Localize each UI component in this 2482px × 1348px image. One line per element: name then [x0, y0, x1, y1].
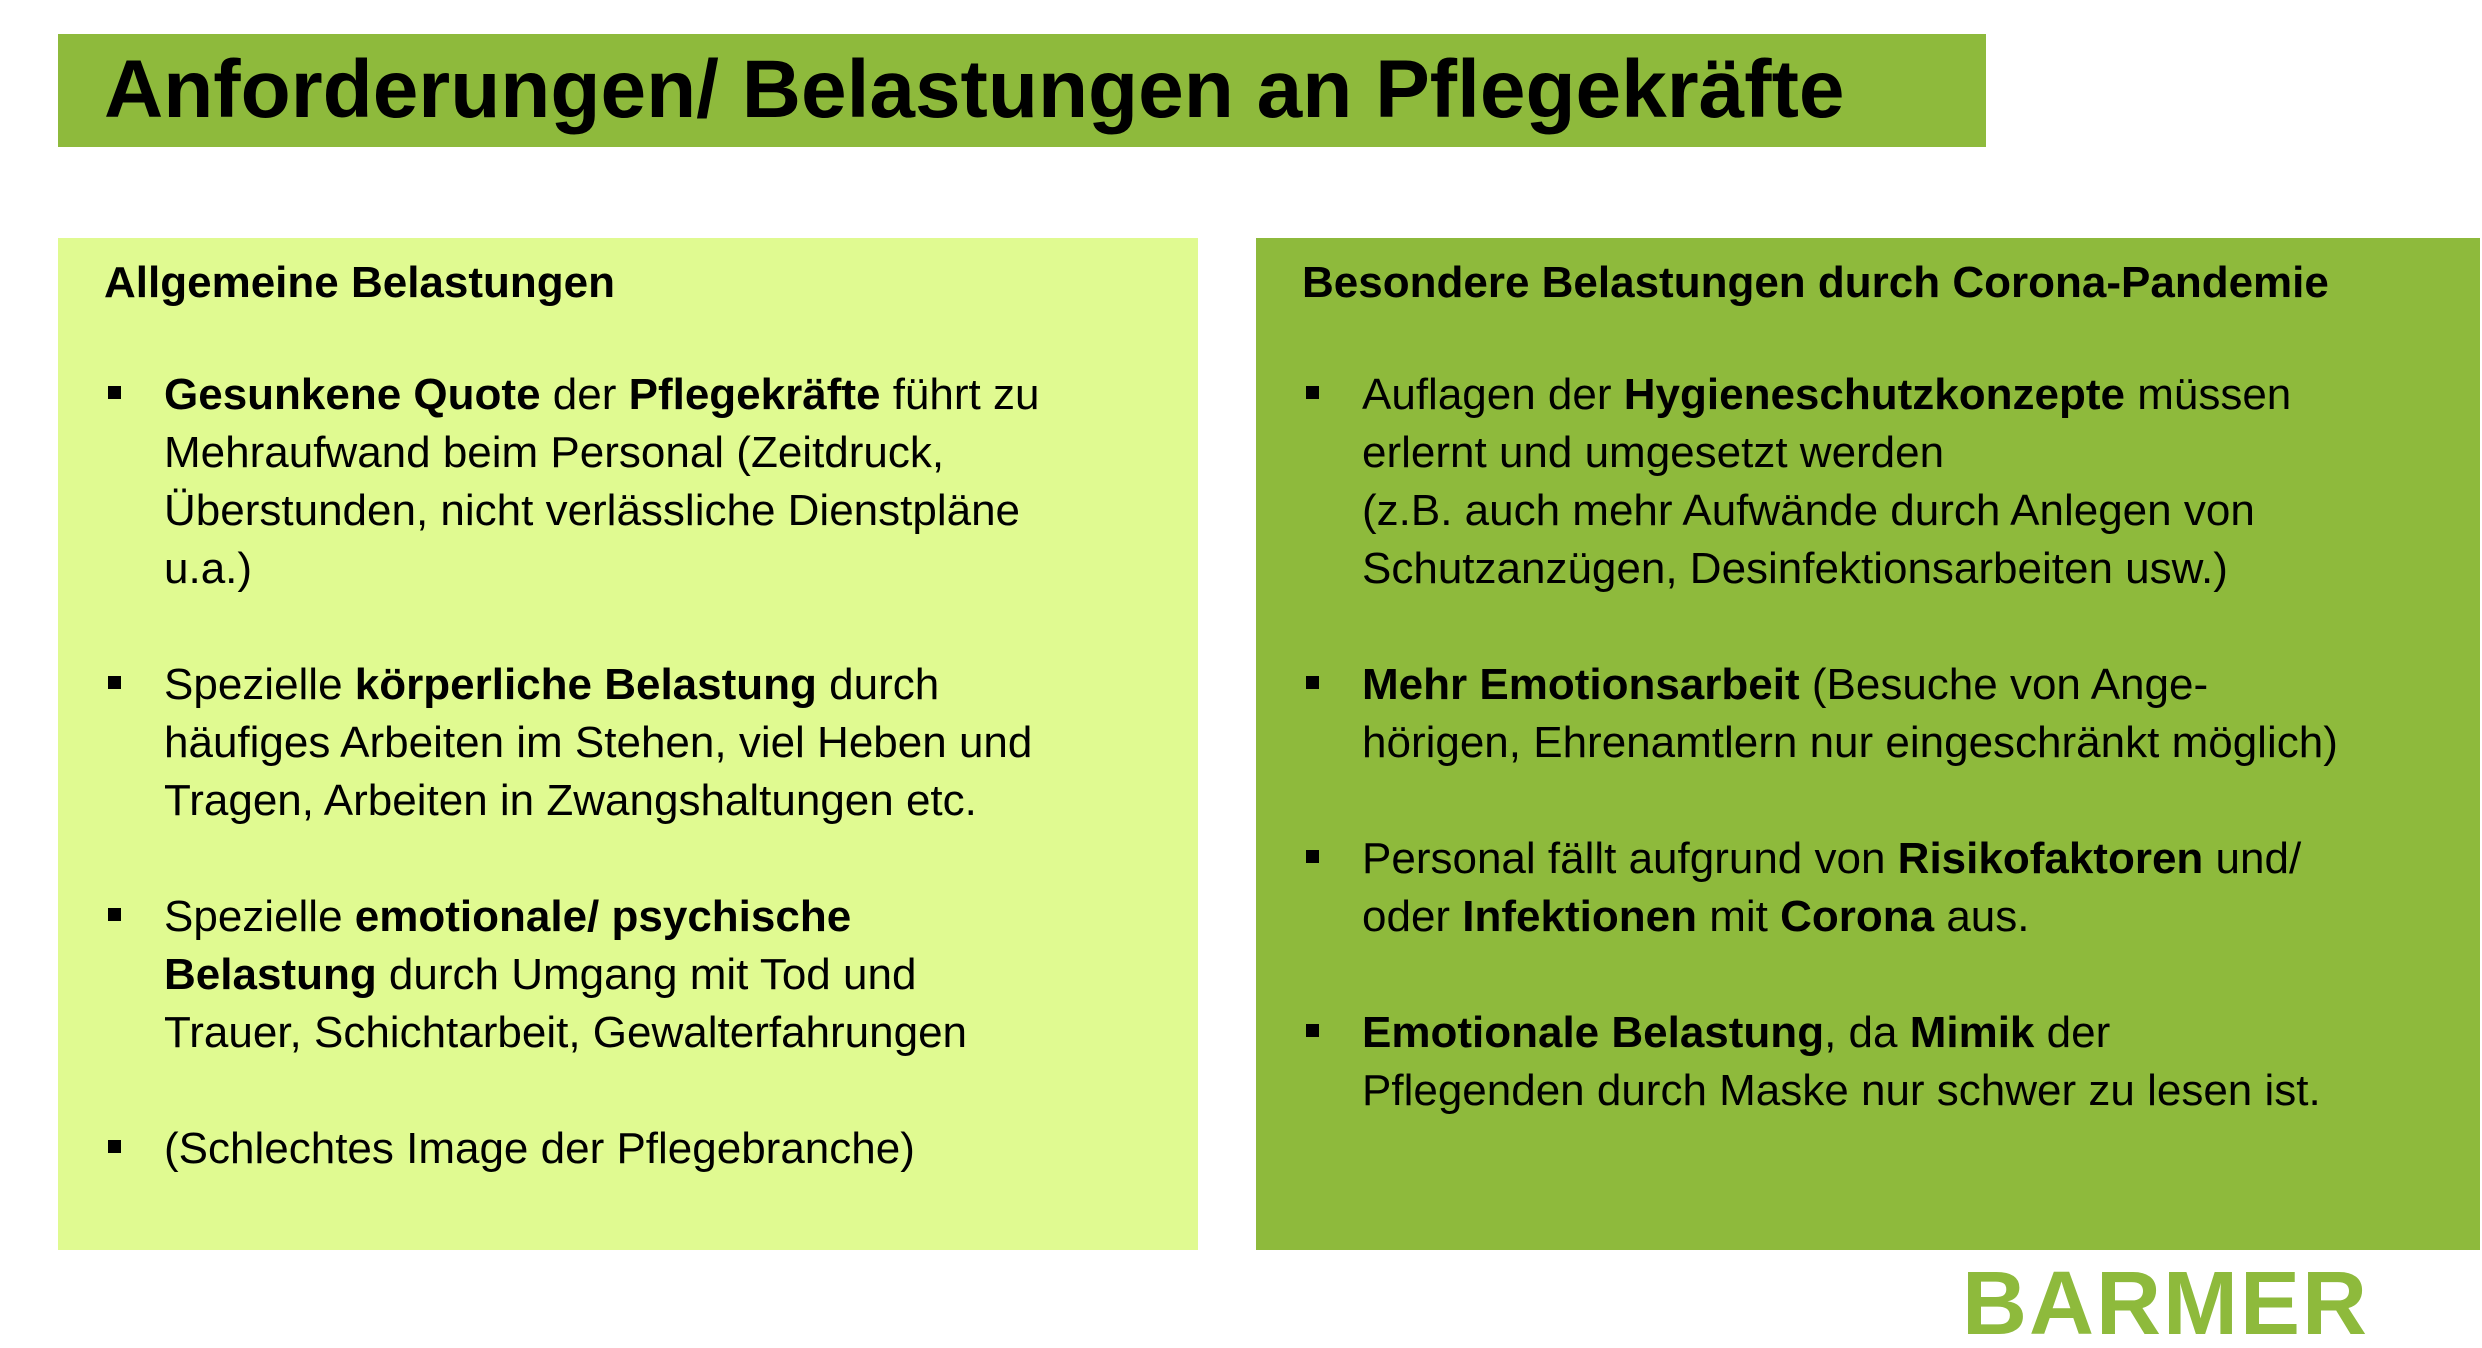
corona-bullet-item: [1302, 656, 2338, 772]
barmer-logo: BARMER: [1962, 1254, 2369, 1348]
text-segment: Schutzanzügen, Desinfektionsarbeiten usw.): [1362, 544, 2228, 593]
bold-text-segment: Gesunkene Quote: [164, 370, 541, 419]
bold-text-segment: emotionale/ psychische: [354, 892, 852, 941]
bullet-text-line: [1362, 424, 2338, 482]
page-title: Anforderungen/ Belastungen an Pflegekräfte: [104, 44, 1845, 135]
bullet-text-line: [1362, 656, 2338, 714]
text-segment: Pflegenden durch Maske nur schwer zu lesen ist.: [1362, 1066, 2321, 1115]
text-segment: müssen: [2124, 370, 2292, 419]
bold-text-segment: Mimik: [1909, 1008, 2035, 1057]
text-segment: (Schlechtes Image der Pflegebranche): [164, 1124, 915, 1173]
bullet-text-line: [164, 772, 1039, 830]
bullet-text-line: [1362, 482, 2338, 540]
bold-text-segment: Emotionale Belastung: [1362, 1008, 1825, 1057]
text-segment: Mehraufwand beim Personal (Zeitdruck,: [164, 428, 945, 477]
bullet-text-line: [164, 888, 1039, 946]
text-segment: oder: [1362, 892, 1463, 941]
text-segment: durch Umgang mit Tod und: [376, 950, 917, 999]
square-bullet-icon: [108, 1140, 121, 1153]
text-segment: häufiges Arbeiten im Stehen, viel Heben und: [164, 718, 1033, 767]
text-segment: und/: [2203, 834, 2302, 883]
bullet-text-line: [164, 366, 1039, 424]
general-bullet-item: [104, 656, 1039, 830]
bold-text-segment: Infektionen: [1462, 892, 1697, 941]
corona-burdens-heading: Besondere Belastungen durch Corona-Pandemie: [1302, 258, 2329, 307]
bold-text-segment: Risikofaktoren: [1897, 834, 2204, 883]
title-bar: [58, 34, 1986, 147]
general-burdens-box: [58, 238, 1198, 1250]
bullet-text-line: [164, 656, 1039, 714]
bullet-text-line: [1362, 888, 2338, 946]
bold-text-segment: Pflegekräfte: [628, 370, 881, 419]
corona-bullet-item: [1302, 366, 2338, 598]
bold-text-segment: Hygieneschutzkonzepte: [1623, 370, 2125, 419]
bullet-text-line: [164, 946, 1039, 1004]
general-bullet-item: [104, 366, 1039, 598]
text-segment: Tragen, Arbeiten in Zwangshaltungen etc.: [164, 776, 977, 825]
square-bullet-icon: [1306, 850, 1319, 863]
text-segment: aus.: [1934, 892, 2030, 941]
text-segment: (z.B. auch mehr Aufwände durch Anlegen von: [1362, 486, 2255, 535]
text-segment: führt zu: [880, 370, 1040, 419]
square-bullet-icon: [108, 676, 121, 689]
text-segment: Auflagen der: [1362, 370, 1624, 419]
square-bullet-icon: [1306, 1024, 1319, 1037]
text-segment: durch: [816, 660, 940, 709]
general-burdens-list: [104, 366, 1039, 1236]
bullet-text-line: [164, 1120, 1039, 1178]
bullet-text-line: [1362, 366, 2338, 424]
bold-text-segment: Corona: [1780, 892, 1935, 941]
bullet-text-line: [164, 1004, 1039, 1062]
bullet-text-line: [1362, 1004, 2338, 1062]
bold-text-segment: Mehr Emotionsarbeit: [1362, 660, 1800, 709]
bullet-text-line: [1362, 830, 2338, 888]
bullet-text-line: [164, 482, 1039, 540]
corona-bullet-item: [1302, 1004, 2338, 1120]
corona-burdens-box: [1256, 238, 2480, 1250]
text-segment: u.a.): [164, 544, 253, 593]
text-segment: hörigen, Ehrenamtlern nur eingeschränkt möglich): [1362, 718, 2338, 767]
corona-burdens-list: [1302, 366, 2338, 1178]
bullet-text-line: [1362, 714, 2338, 772]
text-segment: Personal fällt aufgrund von: [1362, 834, 1898, 883]
text-segment: der: [2034, 1008, 2111, 1057]
bullet-text-line: [164, 714, 1039, 772]
text-segment: Spezielle: [164, 660, 355, 709]
bullet-text-line: [164, 424, 1039, 482]
square-bullet-icon: [1306, 676, 1319, 689]
text-segment: (Besuche von Ange-: [1799, 660, 2209, 709]
text-segment: Spezielle: [164, 892, 355, 941]
general-bullet-item: [104, 1120, 1039, 1178]
text-segment: mit: [1696, 892, 1781, 941]
general-burdens-heading: Allgemeine Belastungen: [104, 258, 616, 307]
bold-text-segment: Belastung: [164, 950, 377, 999]
text-segment: Trauer, Schichtarbeit, Gewalterfahrungen: [164, 1008, 968, 1057]
bold-text-segment: körperliche Belastung: [354, 660, 817, 709]
text-segment: , da: [1824, 1008, 1910, 1057]
square-bullet-icon: [108, 908, 121, 921]
corona-bullet-item: [1302, 830, 2338, 946]
text-segment: Überstunden, nicht verlässliche Dienstpläne: [164, 486, 1021, 535]
general-bullet-item: [104, 888, 1039, 1062]
bullet-text-line: [1362, 1062, 2338, 1120]
text-segment: erlernt und umgesetzt werden: [1362, 428, 1945, 477]
text-segment: der: [540, 370, 629, 419]
bullet-text-line: [1362, 540, 2338, 598]
square-bullet-icon: [108, 386, 121, 399]
square-bullet-icon: [1306, 386, 1319, 399]
bullet-text-line: [164, 540, 1039, 598]
